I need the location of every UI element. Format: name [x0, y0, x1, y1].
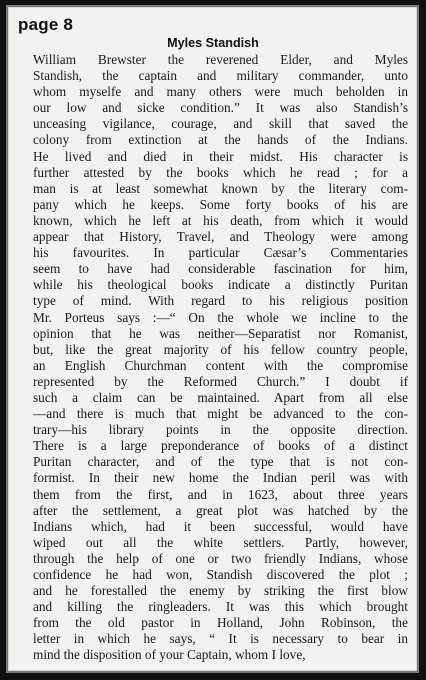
text-line: but, like the great majority of his fellow country people,	[33, 341, 408, 357]
text-line: type of mind. With regard to his religious position	[33, 293, 408, 309]
text-line: letter in which he says, “ It is necessary to bear in	[33, 631, 408, 647]
text-line: known, which he left at his death, from which it would	[33, 212, 408, 228]
text-line: William Brewster the reverened Elder, and Myles	[33, 52, 408, 67]
text-line: wiped out all the white settlers. Partly, however,	[33, 534, 408, 550]
text-line: man is at least somewhat known by the literary com-	[33, 180, 408, 196]
text-line: formist. In their new home the Indian peril was with	[33, 470, 408, 486]
text-line: seem to have had considerable fascination for him,	[33, 261, 408, 277]
page-number-label: page 8	[18, 15, 74, 34]
chapter-title: Myles Standish	[167, 36, 259, 50]
body-text	[33, 52, 408, 664]
text-line: pany which he keeps. Some forty books of his are	[33, 196, 408, 212]
text-line: There is a large preponderance of books of a distinct	[33, 438, 408, 454]
text-line: them from the first, and in 1623, about three years	[33, 486, 408, 502]
text-line: and killing the ringleaders. It was this which brought	[33, 599, 408, 615]
text-line: from the old pastor in Holland, John Robinson, the	[33, 615, 408, 631]
text-line: such a claim can be maintained. Apart from all else	[33, 389, 408, 405]
text-line: —and there is much that might be advanced to the con-	[33, 406, 408, 422]
text-line: represented by the Reformed Church.” I doubt if	[33, 373, 408, 389]
text-line: trary—his library points in the opposite direction.	[33, 422, 408, 438]
text-line: after the settlement, a great plot was hatched by the	[33, 502, 408, 518]
text-line: Indians which, had it been successful, would have	[33, 518, 408, 534]
text-line: further attested by the books which he read ; for a	[33, 164, 408, 180]
text-line: confidence he had won, Standish discovered the plot ;	[33, 567, 408, 582]
text-line: Standish, the captain and military commander, unto	[33, 68, 408, 84]
text-line: Puritan character, and of the type that is not con-	[33, 454, 408, 470]
text-line: appear that History, Travel, and Theology were among	[33, 229, 408, 245]
text-line: whom myselfe and many others were much beholden in	[33, 84, 408, 100]
text-line: mind the disposition of your Captain, whom I love,	[33, 647, 306, 663]
text-line: through the help of one or two friendly Indians, whose	[33, 550, 408, 566]
text-line: his favourites. In particular Cæsar’s Commentaries	[33, 245, 408, 261]
text-line: an English Churchman content with the compromise	[33, 357, 408, 373]
text-line: Mr. Porteus says :—“ On the whole we incline to the	[33, 309, 408, 325]
text-line: unceasing vigilance, courage, and skill that saved the	[33, 116, 408, 132]
text-line: He lived and died in their midst. His character is	[33, 148, 408, 164]
text-line: and he forestalled the enemy by striking the first blow	[33, 583, 408, 599]
text-line: our low and sicke condition.” It was also Standish’s	[33, 100, 408, 116]
text-line: opinion that he was neither—Separatist nor Romanist,	[33, 325, 408, 341]
text-line: while his theological books indicate a distinctly Puritan	[33, 277, 408, 293]
text-line: colony from extinction at the hands of the Indians.	[33, 132, 408, 148]
